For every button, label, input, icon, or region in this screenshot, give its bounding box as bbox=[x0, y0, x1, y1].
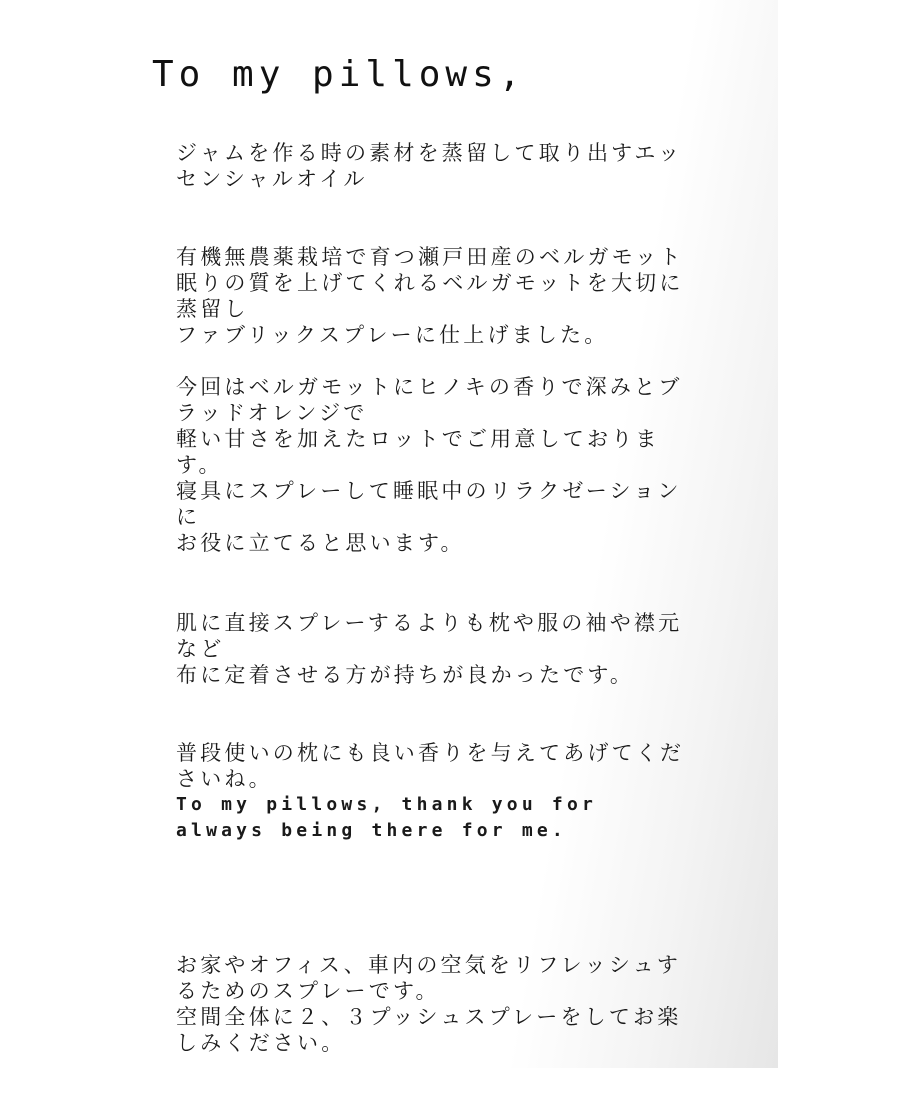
english-line: always being there for me. bbox=[176, 820, 567, 841]
paragraph-bergamot bbox=[176, 244, 736, 348]
paragraph-lot-description bbox=[176, 374, 736, 556]
text-line: 布に定着させる方が持ちが良かったです。 bbox=[176, 663, 635, 687]
paragraph-essential-oil bbox=[176, 140, 736, 192]
text-line: 今回はベルガモットにヒノキの香りで深みとブ bbox=[176, 375, 683, 399]
text-line: ファブリックスプレーに仕上げました。 bbox=[176, 323, 609, 347]
page-title: To my pillows, bbox=[152, 54, 526, 95]
text-line: さいね。 bbox=[176, 767, 273, 791]
text-line: 有機無農薬栽培で育つ瀬戸田産のベルガモット bbox=[176, 245, 684, 269]
text-line: 蒸留し bbox=[176, 297, 249, 321]
text-line: 肌に直接スプレーするよりも枕や服の袖や襟元 bbox=[176, 611, 683, 635]
text-line: 空間全体に２、３プッシュスプレーをしてお楽 bbox=[176, 1005, 682, 1029]
text-line: しみください。 bbox=[176, 1031, 346, 1055]
text-line: 軽い甘さを加えたロットでご用意しておりま bbox=[176, 427, 660, 451]
text-line: す。 bbox=[176, 453, 223, 477]
text-line: るためのスプレーです。 bbox=[176, 979, 440, 1003]
text-line: に bbox=[176, 505, 201, 529]
text-line: など bbox=[176, 637, 225, 661]
text-line: 眠りの質を上げてくれるベルガモットを大切に bbox=[176, 271, 684, 295]
text-line: 寝具にスプレーして睡眠中のリラクゼーション bbox=[176, 479, 682, 503]
text-line: センシャルオイル bbox=[176, 167, 368, 191]
text-line: お家やオフィス、車内の空気をリフレッシュす bbox=[176, 953, 682, 977]
text-line: お役に立てると思います。 bbox=[176, 531, 465, 555]
english-line: To my pillows, thank you for bbox=[176, 794, 598, 815]
text-line: ジャムを作る時の素材を蒸留して取り出すエッ bbox=[176, 141, 683, 165]
text-line: 普段使いの枕にも良い香りを与えてあげてくだ bbox=[176, 741, 685, 765]
paragraph-room-spray bbox=[176, 952, 736, 1056]
paragraph-pillow-message bbox=[176, 740, 736, 844]
text-line: ラッドオレンジで bbox=[176, 401, 368, 425]
paragraph-usage-tip bbox=[176, 610, 736, 688]
